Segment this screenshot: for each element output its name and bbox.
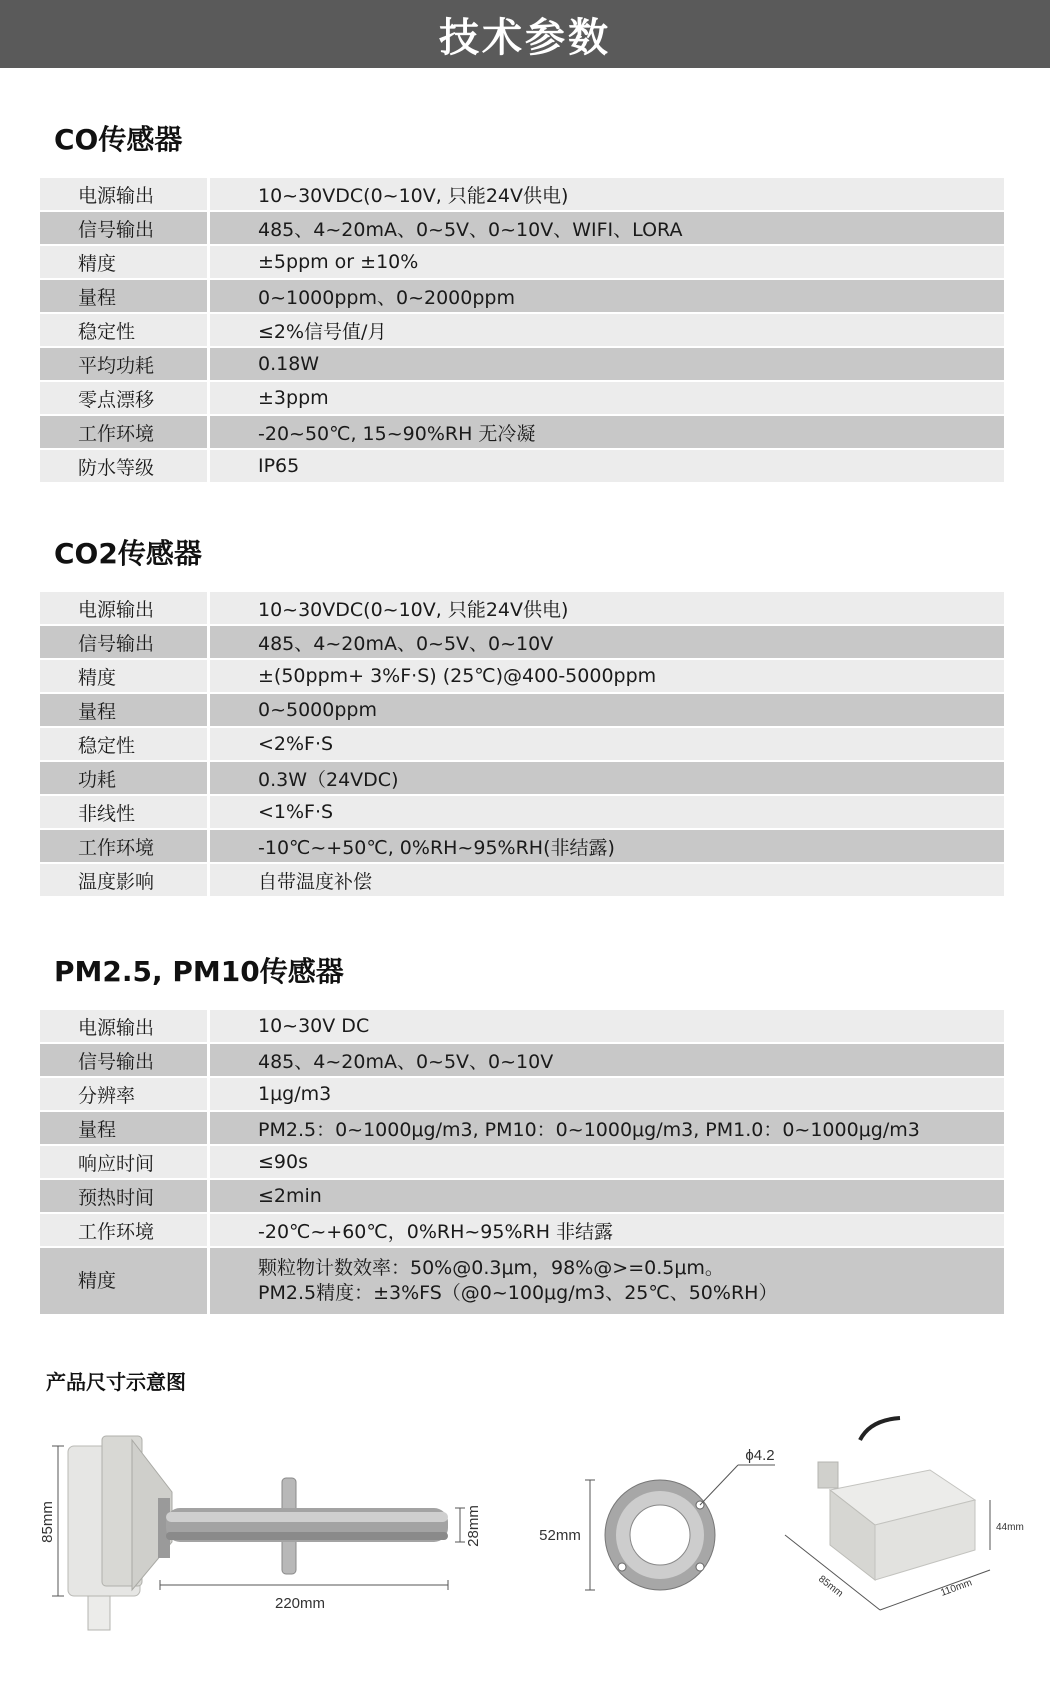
spec-key: 功耗 xyxy=(40,762,210,796)
spec-value: IP65 xyxy=(210,450,1004,484)
section-title-co2: CO2传感器 xyxy=(54,537,202,570)
spec-table-pm xyxy=(40,1010,1004,1316)
table-row xyxy=(40,830,1004,864)
spec-key: 平均功耗 xyxy=(40,348,210,382)
table-row xyxy=(40,246,1004,280)
spec-key: 分辨率 xyxy=(40,1078,210,1112)
spec-key: 精度 xyxy=(40,1248,210,1316)
spec-key: 零点漂移 xyxy=(40,382,210,416)
spec-value-line: PM2.5精度：±3%FS（@0~100μg/m3、25℃、50%RH） xyxy=(258,1282,778,1304)
spec-key: 精度 xyxy=(40,246,210,280)
spec-key: 工作环境 xyxy=(40,830,210,864)
spec-key: 稳定性 xyxy=(40,728,210,762)
spec-key: 量程 xyxy=(40,280,210,314)
table-row xyxy=(40,1146,1004,1180)
table-row xyxy=(40,1044,1004,1078)
spec-table-co xyxy=(40,178,1004,484)
spec-value: <2%F·S xyxy=(210,728,1004,762)
spec-key: 信号输出 xyxy=(40,626,210,660)
section-title-co: CO传感器 xyxy=(54,123,183,156)
spec-value: ±3ppm xyxy=(210,382,1004,416)
box-length-label: 110mm xyxy=(939,1577,974,1599)
spec-key: 电源输出 xyxy=(40,592,210,626)
spec-value: 10~30VDC(0~10V, 只能24V供电) xyxy=(210,592,1004,626)
spec-value xyxy=(210,1248,1004,1316)
spec-key: 量程 xyxy=(40,694,210,728)
spec-value: 10~30V DC xyxy=(210,1010,1004,1044)
spec-key: 稳定性 xyxy=(40,314,210,348)
spec-value-line: 颗粒物计数效率：50%@0.3μm，98%@>=0.5μm。 xyxy=(258,1257,724,1279)
spec-key: 电源输出 xyxy=(40,178,210,212)
probe-height-label: 85mm xyxy=(39,1501,56,1543)
table-row xyxy=(40,796,1004,830)
spec-key: 非线性 xyxy=(40,796,210,830)
table-row xyxy=(40,450,1004,484)
spec-value: 485、4~20mA、0~5V、0~10V xyxy=(210,1044,1004,1078)
table-row xyxy=(40,178,1004,212)
table-row xyxy=(40,1010,1004,1044)
spec-value: 0~5000ppm xyxy=(210,694,1004,728)
table-row xyxy=(40,1214,1004,1248)
table-row xyxy=(40,1248,1004,1316)
section-title-pm: PM2.5, PM10传感器 xyxy=(54,955,344,988)
spec-value: ≤2min xyxy=(210,1180,1004,1214)
flange-illustration xyxy=(605,1480,715,1590)
table-row xyxy=(40,1078,1004,1112)
spec-value: -10℃~+50℃, 0%RH~95%RH(非结露) xyxy=(210,830,1004,864)
spec-key: 工作环境 xyxy=(40,416,210,450)
banner-title: 技术参数 xyxy=(439,14,611,61)
table-row xyxy=(40,382,1004,416)
spec-key: 量程 xyxy=(40,1112,210,1146)
spec-key: 电源输出 xyxy=(40,1010,210,1044)
spec-value: 10~30VDC(0~10V, 只能24V供电) xyxy=(210,178,1004,212)
spec-value: 1μg/m3 xyxy=(210,1078,1004,1112)
table-row xyxy=(40,626,1004,660)
spec-key: 信号输出 xyxy=(40,212,210,246)
table-row xyxy=(40,212,1004,246)
spec-table-co2 xyxy=(40,592,1004,898)
table-row xyxy=(40,1112,1004,1146)
table-row xyxy=(40,728,1004,762)
spec-value: -20~50℃, 15~90%RH 无冷凝 xyxy=(210,416,1004,450)
box-width-label: 85mm xyxy=(816,1573,845,1600)
spec-key: 工作环境 xyxy=(40,1214,210,1248)
dimensions-title: 产品尺寸示意图 xyxy=(46,1370,186,1394)
table-row xyxy=(40,592,1004,626)
spec-value: ±5ppm or ±10% xyxy=(210,246,1004,280)
spec-value: 0~1000ppm、0~2000ppm xyxy=(210,280,1004,314)
spec-value: 自带温度补偿 xyxy=(210,864,1004,898)
table-row xyxy=(40,762,1004,796)
table-row xyxy=(40,660,1004,694)
spec-value: ≤90s xyxy=(210,1146,1004,1180)
page-banner xyxy=(0,0,1050,68)
probe-diameter-label: 28mm xyxy=(465,1505,482,1547)
flange-height-label: 52mm xyxy=(539,1527,581,1544)
table-row xyxy=(40,416,1004,450)
spec-value: 485、4~20mA、0~5V、0~10V、WIFI、LORA xyxy=(210,212,1004,246)
table-row xyxy=(40,694,1004,728)
probe-length-label: 220mm xyxy=(274,1595,326,1612)
table-row xyxy=(40,864,1004,898)
spec-value: PM2.5：0~1000μg/m3, PM10：0~1000μg/m3, PM1.0：0~1000μg/m3 xyxy=(210,1112,1004,1146)
spec-key: 精度 xyxy=(40,660,210,694)
hole-diameter-label: ϕ4.2 xyxy=(745,1447,775,1464)
spec-value: ±(50ppm+ 3%F·S) (25℃)@400-5000ppm xyxy=(210,660,1004,694)
spec-value: 0.3W（24VDC) xyxy=(210,762,1004,796)
table-row xyxy=(40,348,1004,382)
dimension-figure xyxy=(0,1410,1050,1680)
spec-value: ≤2%信号值/月 xyxy=(210,314,1004,348)
probe-sensor-illustration xyxy=(68,1436,448,1630)
spec-value: 0.18W xyxy=(210,348,1004,382)
box-sensor-illustration xyxy=(818,1410,975,1580)
box-height-label: 44mm xyxy=(996,1522,1024,1533)
spec-key: 预热时间 xyxy=(40,1180,210,1214)
table-row xyxy=(40,280,1004,314)
spec-value: <1%F·S xyxy=(210,796,1004,830)
spec-value: 485、4~20mA、0~5V、0~10V xyxy=(210,626,1004,660)
spec-key: 防水等级 xyxy=(40,450,210,484)
table-row xyxy=(40,1180,1004,1214)
spec-value: -20℃~+60℃，0%RH~95%RH 非结露 xyxy=(210,1214,1004,1248)
table-row xyxy=(40,314,1004,348)
spec-key: 信号输出 xyxy=(40,1044,210,1078)
spec-key: 响应时间 xyxy=(40,1146,210,1180)
spec-key: 温度影响 xyxy=(40,864,210,898)
